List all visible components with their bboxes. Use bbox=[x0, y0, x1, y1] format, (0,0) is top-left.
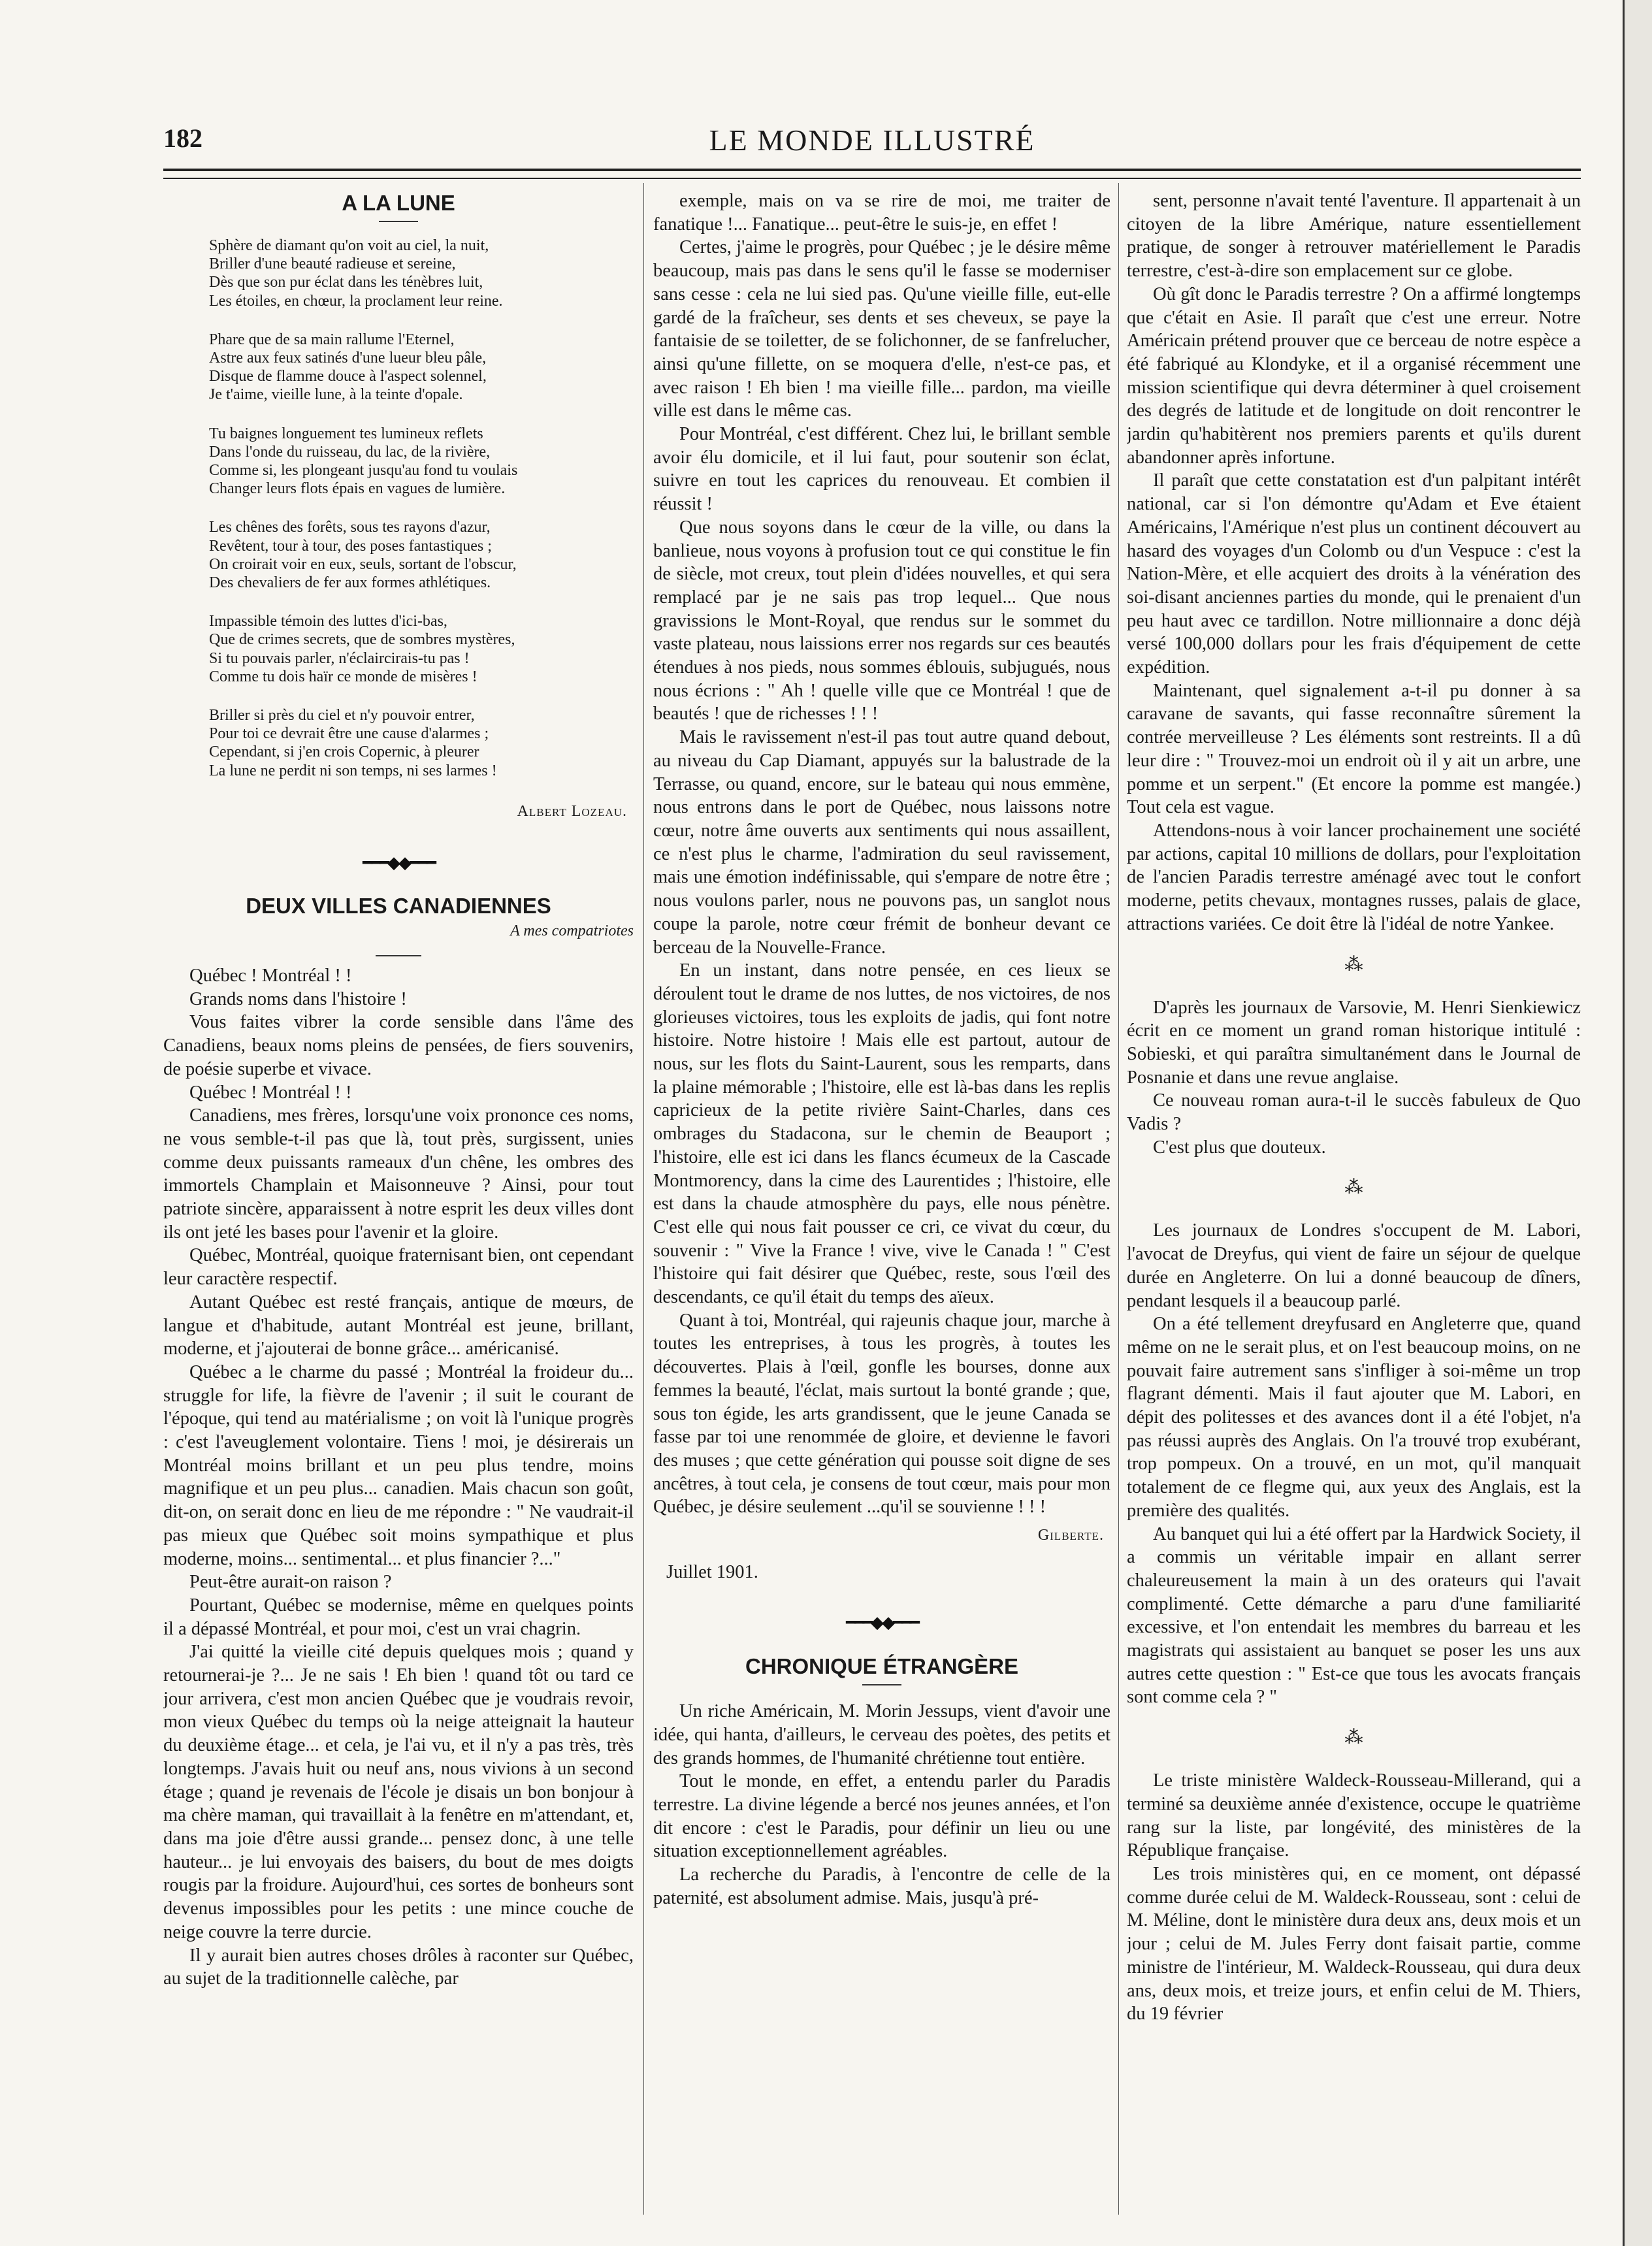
poem-line: Si tu pouvais parler, n'éclaircirais-tu pas ! bbox=[209, 649, 470, 667]
poem-line: Impassible témoin des luttes d'ici-bas, bbox=[209, 613, 447, 630]
poem-line: Que de crimes secrets, que de sombres mystères, bbox=[209, 631, 515, 649]
poem-stanza bbox=[209, 425, 634, 498]
paragraph: J'ai quitté la vieille cité depuis quelques mois ; quand y retournerai-je ?... Je ne sais ! Eh bien ! quand tôt ou tard ce jour arrivera, c'est mon ancien Québec que je voudrais revoir, mon vieux Québec du temps où la neige atteignait la hauteur du deuxième étage... et cela, je l'ai vu, et il n'y a pas très, très longtemps. J'avais huit ou neuf ans, nous vivions à un second étage ; quand je revenais de l'école je disais un bon bonjour à ma chère maman, qui travaillait à la fenêtre en m'attendant, et, dans ma joie d'être aussi grande... pensez donc, à une telle hauteur... je lui envoyais des baisers, du bout de mes doigts rougis par la froidure. Aujourd'hui, ces sortes de bonheurs sont devenus impossibles pour les petits : une mince couche de neige couvre la terre durcie. bbox=[163, 1642, 634, 1942]
poem-line: Briller si près du ciel et n'y pouvoir entrer, bbox=[209, 707, 475, 724]
column-2 bbox=[653, 189, 1110, 2215]
article-body bbox=[653, 1700, 1110, 1910]
poem-line: Changer leurs flots épais en vagues de lumière. bbox=[209, 480, 506, 498]
dedication: A mes compatriotes bbox=[510, 922, 634, 940]
ornament-divider: ━━━◆◆━━━ bbox=[846, 1613, 918, 1633]
poem-line: Tu baignes longuement tes lumineux reflets bbox=[209, 425, 483, 442]
paragraph: Québec, Montréal, quoique fraternisant bien, ont cependant leur caractère respectif. bbox=[163, 1245, 634, 1290]
poem-line: Comme tu dois haïr ce monde de misères ! bbox=[209, 668, 478, 685]
paragraph: Québec ! Montréal ! ! bbox=[189, 1082, 352, 1103]
paragraph: Canadiens, mes frères, lorsqu'une voix prononce ces noms, ne vous semble-t-il pas que là, tout près, surgissent, unies comme deux puissants rameaux d'un chêne, les ombres des immortels Champlain et Maisonneuve ? Ainsi, pour tout patriote sincère, apparaissent à notre esprit les deux villes dont ils ont jeté les bases pour l'avenir et la gloire. bbox=[163, 1105, 634, 1243]
column-divider bbox=[1118, 183, 1119, 2215]
poem-line: Phare que de sa main rallume l'Eternel, bbox=[209, 331, 455, 348]
column-divider bbox=[643, 183, 644, 2215]
paragraph: Les journaux de Londres s'occupent de M. Labori, l'avocat de Dreyfus, qui vient de faire un séjour de quelque durée en Angleterre. On lui a donné beaucoup de dîners, pendant lesquels il a beaucoup parlé. bbox=[1127, 1220, 1581, 1311]
page-number: 182 bbox=[163, 123, 202, 153]
paragraph: Québec a le charme du passé ; Montréal la froideur du... struggle for life, la fièvre de l'avenir ; il suit le courant de l'époque, qui tend au matérialisme ; on voit là l'unique progrès : c'est l'aveuglement volontaire. Tiens ! moi, je désirerais un Montréal moins brillant et un peu plus tendre, moins magnifique et un peu plus... canadien. Mais chacun son goût, dit-on, on serait donc en lieu de me répondre : " Ne vaudrait-il pas mieux que Québec soit moins sympathique et plus moderne, moins... sentimental... et plus financier ?..." bbox=[163, 1361, 634, 1569]
paragraph: Il y aurait bien autres choses drôles à raconter sur Québec, au sujet de la traditionnelle calèche, par bbox=[163, 1945, 634, 1989]
poem-line: Briller d'une beauté radieuse et sereine, bbox=[209, 255, 456, 273]
poem-line: On croirait voir en eux, seuls, sortant de l'obscur, bbox=[209, 555, 517, 573]
poem-line: Disque de flamme douce à l'aspect solennel, bbox=[209, 368, 487, 385]
journal-title: LE MONDE ILLUSTRÉ bbox=[709, 123, 1035, 157]
paragraph: Mais le ravissement n'est-il pas tout autre quand debout, au niveau du Cap Diamant, appuyés sur la balustrade de la Terrasse, ou quand, encore, sur le bateau qui nous emmène, nous entrons dans le port de Québec, nous laissons notre cœur, notre âme ouverts aux sentiments qui nous assaillent, ce n'est plus le charme, l'admiration du seul ravissement, mais une émotion indéfinissable, qui s'empare de notre être ; nous voulons parler, nous ne pouvons pas, un sanglot nous coupe la parole, notre cœur frémit de bonheur devant ce berceau de la Nouvelle-France. bbox=[653, 727, 1110, 958]
paragraph: Le triste ministère Waldeck-Rousseau-Millerand, qui a terminé sa deuxième année d'existence, occupe le quatrième rang sur la liste, par longévité, des ministères de la République française. bbox=[1127, 1770, 1581, 1861]
paragraph: Certes, j'aime le progrès, pour Québec ; je le désire même beaucoup, mais pas dans le sens qu'il le fasse se moderniser sans cesse : cela ne lui sied pas. Qu'une vieille fille, eut-elle gardé de la fraîcheur, ses dents et ses cheveux, se paye la fantaisie de se toiletter, de se folichonner, de se fanfrelucher, ainsi qu'une fillette, on se moquera d'elle, n'est-ce pas, et avec raison ! Eh bien ! ma vieille fille... pardon, ma vieille ville est dans le même cas. bbox=[653, 237, 1110, 421]
paragraph: Grands noms dans l'histoire ! bbox=[189, 988, 407, 1009]
article-section bbox=[1127, 189, 1581, 936]
poem-line: Astre aux feux satinés d'une lueur bleu pâle, bbox=[209, 350, 487, 367]
paragraph: exemple, mais on va se rire de moi, me traiter de fanatique !... Fanatique... peut-être le suis-je, en effet ! bbox=[653, 191, 1110, 235]
column-1 bbox=[163, 189, 634, 2215]
title-rule bbox=[862, 1684, 901, 1685]
paragraph: Ce nouveau roman aura-t-il le succès fabuleux de Quo Vadis ? bbox=[1127, 1090, 1581, 1135]
article-date: Juillet 1901. bbox=[666, 1561, 758, 1582]
article-section bbox=[1127, 1769, 1581, 2026]
article-body bbox=[653, 189, 1110, 1519]
paragraph: sent, personne n'avait tenté l'aventure. Il appartenait à un citoyen de la libre Amérique, nature essentiellement pratique, de songer à retrouver matériellement le Paradis terrestre, c'est-à-dire son emplacement sur ce globe. bbox=[1127, 191, 1581, 282]
poem-title: A LA LUNE bbox=[342, 191, 455, 215]
poem-line: La lune ne perdit ni son temps, ni ses larmes ! bbox=[209, 762, 497, 779]
paragraph: En un instant, dans notre pensée, en ces lieux se déroulent tout le drame de nos luttes, de nos victoires, de nos glorieuses victoires, tous les exploits de jadis, qui font notre histoire. Notre histoire ! Mais elle est partout, autour de nous, sur les flots du Saint-Laurent, sous les remparts, dans la plaine mémorable ; l'histoire, elle est là-bas dans les replis capricieux de la petite rivière Saint-Charles, dans ces ombrages du Stadacona, sur le chemin de Beauport ; l'histoire, elle est ici dans les flancs écumeux de la Cascade Montmorency, dans la cime des Laurentides ; l'histoire, elle est dans la chaude atmosphère du pays, elle nous pénètre. C'est elle qui nous fait pousser ce cri, ce vivat du cœur, du souvenir : " Vive la France ! vive, vive le Canada ! " C'est l'histoire qui fait désirer que Québec, reste, sous l'œil des descendants, ce qu'il était du temps des aïeux. bbox=[653, 960, 1110, 1308]
poem-line: Pour toi ce devrait être une cause d'alarmes ; bbox=[209, 725, 489, 743]
paragraph: La recherche du Paradis, à l'encontre de celle de la paternité, est absolument admise. Mais, jusqu'à pré- bbox=[653, 1864, 1110, 1908]
poem-stanza bbox=[209, 518, 634, 592]
paragraph: Il paraît que cette constatation est d'un palpitant intérêt national, car si l'on démontre qu'Adam et Eve étaient Américains, l'Amérique n'est plus un continent découvert au hasard des voyages d'un Colomb ou d'un Vespuce : c'est la Nation-Mère, et elle acquiert des droits à la vénération des soi-disant anciennes parties du monde, qui le prenaient d'un peu haut avec ce tardillon. Notre millionnaire a donc déjà versé 100,000 dollars pour les frais d'équipement de cette expédition. bbox=[1127, 470, 1581, 678]
column-3 bbox=[1127, 189, 1581, 2215]
poem-line: Comme si, les plongeant jusqu'au fond tu voulais bbox=[209, 462, 518, 480]
paragraph: Attendons-nous à voir lancer prochainement une société par actions, capital 10 millions de dollars, pour l'exploitation de l'ancien Paradis terrestre aménagé avec tout le confort moderne, petits chevaux, montagnes russes, palais de glace, attractions variées. Ce doit être là l'idéal de notre Yankee. bbox=[1127, 820, 1581, 934]
article-author: Gilberte. bbox=[1037, 1527, 1104, 1544]
paragraph: D'après les journaux de Varsovie, M. Henri Sienkiewicz écrit en ce moment un grand roman historique intitulé : Sobieski, et qui paraîtra simultanément dans le Journal de Posnanie et dans une revue anglaise. bbox=[1127, 997, 1581, 1088]
adjacent-page-edge bbox=[1623, 0, 1652, 2246]
poem-line: Les chênes des forêts, sous tes rayons d'azur, bbox=[209, 519, 491, 536]
paragraph: Pour Montréal, c'est différent. Chez lui, le brillant semble avoir élu domicile, et il lui faut, pour soutenir son éclat, suivre en tout les caprices du renouveau. Et combien il réussit ! bbox=[653, 424, 1110, 515]
section-separator: ⁂ bbox=[1344, 1727, 1363, 1748]
paragraph: Les trois ministères qui, en ce moment, ont dépassé comme durée celui de M. Waldeck-Rousseau, sont : celui de M. Méline, dont le ministère dura deux ans, deux mois et un jour ; celui de M. Jules Ferry dont faisait partie, comme ministre de l'intérieur, M. Waldeck-Rousseau, qui dura deux ans, deux mois, et treize jours, et enfin celui de M. Thiers, du 19 février bbox=[1127, 1864, 1581, 2025]
page-header bbox=[163, 123, 1581, 162]
article-title-deux-villes: DEUX VILLES CANADIENNES bbox=[246, 894, 551, 919]
poem-line: Sphère de diamant qu'on voit au ciel, la nuit, bbox=[209, 237, 489, 254]
poem-stanza bbox=[209, 236, 634, 310]
poem-stanza bbox=[209, 612, 634, 686]
article-section bbox=[1127, 1219, 1581, 1709]
poem-author: Albert Lozeau. bbox=[517, 802, 627, 820]
poem-line: Je t'aime, vieille lune, à la teinte d'opale. bbox=[209, 386, 463, 404]
poem-line: Cependant, si j'en crois Copernic, à pleurer bbox=[209, 743, 479, 761]
paragraph: Un riche Américain, M. Morin Jessups, vient d'avoir une idée, qui hanta, d'ailleurs, le cerveau des poètes, des petits et des grands hommes, de l'humanité chrétienne tout entière. bbox=[653, 1701, 1110, 1768]
poem-line: Dans l'onde du ruisseau, du lac, de la rivière, bbox=[209, 443, 491, 461]
poem-line: Des chevaliers de fer aux formes athlétiques. bbox=[209, 574, 491, 592]
paragraph: Maintenant, quel signalement a-t-il pu donner à sa caravane de savants, qui fasse reconnaître sûrement la contrée merveilleuse ? Les éléments sont restreints. Il a dû leur dire : " Trouvez-moi un endroit où il y ait un arbre, une pomme et un serpent." (Et encore la pomme est mangée.) Tout cela est vague. bbox=[1127, 680, 1581, 818]
paragraph: Peut-être aurait-on raison ? bbox=[189, 1572, 392, 1593]
section-separator: ⁂ bbox=[1344, 1177, 1363, 1198]
paragraph: On a été tellement dreyfusard en Angleterre que, quand même on ne le serait plus, et on l'est beaucoup moins, on ne pouvait faire autrement sans s'infliger à soi-même un trop flagrant démenti. Mais il faut ajouter que M. Labori, en dépit des politesses et des avances dont il a été l'objet, n'a pas réussi auprès des Anglais. On l'a trouvé trop exubérant, trop pompeux. On a trouvé, en un mot, qu'il manquait totalement de ce flegme qui, aux yeux des Anglais, est la première des qualités. bbox=[1127, 1314, 1581, 1521]
paragraph: C'est plus que douteux. bbox=[1153, 1137, 1326, 1158]
paragraph: Où gît donc le Paradis terrestre ? On a affirmé longtemps que c'était en Asie. Il paraît que c'est une erreur. Notre Américain prétend prouver que ce berceau de notre espèce a été fabriqué au Klondyke, et il a organisé récemment une mission scientifique qui devra déterminer à quel croisement des degrés de latitude et de longitude on doit rencontrer le jardin qu'habitèrent nos premiers parents et qu'ils durent abandonner après infortune. bbox=[1127, 284, 1581, 468]
article-title-chronique: CHRONIQUE ÉTRANGÈRE bbox=[745, 1654, 1019, 1679]
poem-line: Les étoiles, en chœur, la proclament leur reine. bbox=[209, 292, 503, 310]
ornament-divider: ━━━◆◆━━━ bbox=[363, 853, 434, 872]
paragraph: Quant à toi, Montréal, qui rajeunis chaque jour, marche à toutes les entreprises, à tous les progrès, à toutes les découvertes. Plais à l'œil, gonfle les bourses, donne aux femmes la beauté, l'éclat, mais surtout la bonté grande ; que, sous ton égide, les arts grandissent, que le jeune Canada se fasse par toi une renommée de gloire, et devienne le favori des muses ; que cette génération qui pousse soit digne de ses ancêtres, à tout cela, je consens de tout cœur, mais pour mon Québec, je désire seulement ...qu'il se souvienne ! ! ! bbox=[653, 1310, 1110, 1518]
poem-stanza bbox=[209, 706, 634, 780]
poem-line: Dès que son pur éclat dans les ténèbres luit, bbox=[209, 274, 483, 291]
title-rule bbox=[376, 955, 421, 956]
article-body bbox=[163, 964, 634, 1991]
poem-line: Revêtent, tour à tour, des poses fantastiques ; bbox=[209, 537, 492, 555]
paragraph: Que nous soyons dans le cœur de la ville, ou dans la banlieue, nous voyons à profusion tout ce qui constitue le fin de siècle, mot creux, tout plein d'idées nouvelles, et qui sera remplacé par je ne sais pas trop lequel... Que nous gravissions le Mont-Royal, que rendus sur le sommet du vaste plateau, nous laissions errer nos regards sur ces beautés étendues à nos pieds, nous sommes éblouis, subjugués, nous nous écrions : " Ah ! quelle ville que ce Montréal ! que de beautés ! que de richesses ! ! ! bbox=[653, 517, 1110, 724]
paragraph: Autant Québec est resté français, antique de mœurs, de langue et d'habitude, autant Montréal est jeune, brillant, moderne, et j'ajouterai de bonne grâce... américanisé. bbox=[163, 1292, 634, 1359]
paragraph: Au banquet qui lui a été offert par la Hardwick Society, il a commis un véritable impair en allant serrer chaleureusement la main à un des orateurs qui l'avait complimenté. Cette démarche a paru d'une familiarité excessive, et l'on entendait les membres du barreau et les magistrats qui assistaient au banquet se poser les uns aux autres cette question : " Est-ce que tous les avocats français sont comme cela ? " bbox=[1127, 1523, 1581, 1708]
poem-stanza bbox=[209, 331, 634, 404]
poem bbox=[209, 236, 634, 780]
paragraph: Pourtant, Québec se modernise, même en quelques points il a dépassé Montréal, et pour moi, c'est un vrai chagrin. bbox=[163, 1595, 634, 1639]
paragraph: Tout le monde, en effet, a entendu parler du Paradis terrestre. La divine légende a bercé nos jeunes années, et l'on dit encore : c'est le Paradis, pour définir un lieu ou une situation exceptionnellement agréables. bbox=[653, 1771, 1110, 1862]
title-rule bbox=[379, 221, 418, 222]
article-section bbox=[1127, 996, 1581, 1160]
paragraph: Vous faites vibrer la corde sensible dans l'âme des Canadiens, beaux noms pleins de pensées, de fiers souvenirs, de poésie superbe et vivace. bbox=[163, 1012, 634, 1079]
header-rule bbox=[163, 169, 1581, 179]
section-separator: ⁂ bbox=[1344, 954, 1363, 975]
paragraph: Québec ! Montréal ! ! bbox=[189, 965, 352, 986]
